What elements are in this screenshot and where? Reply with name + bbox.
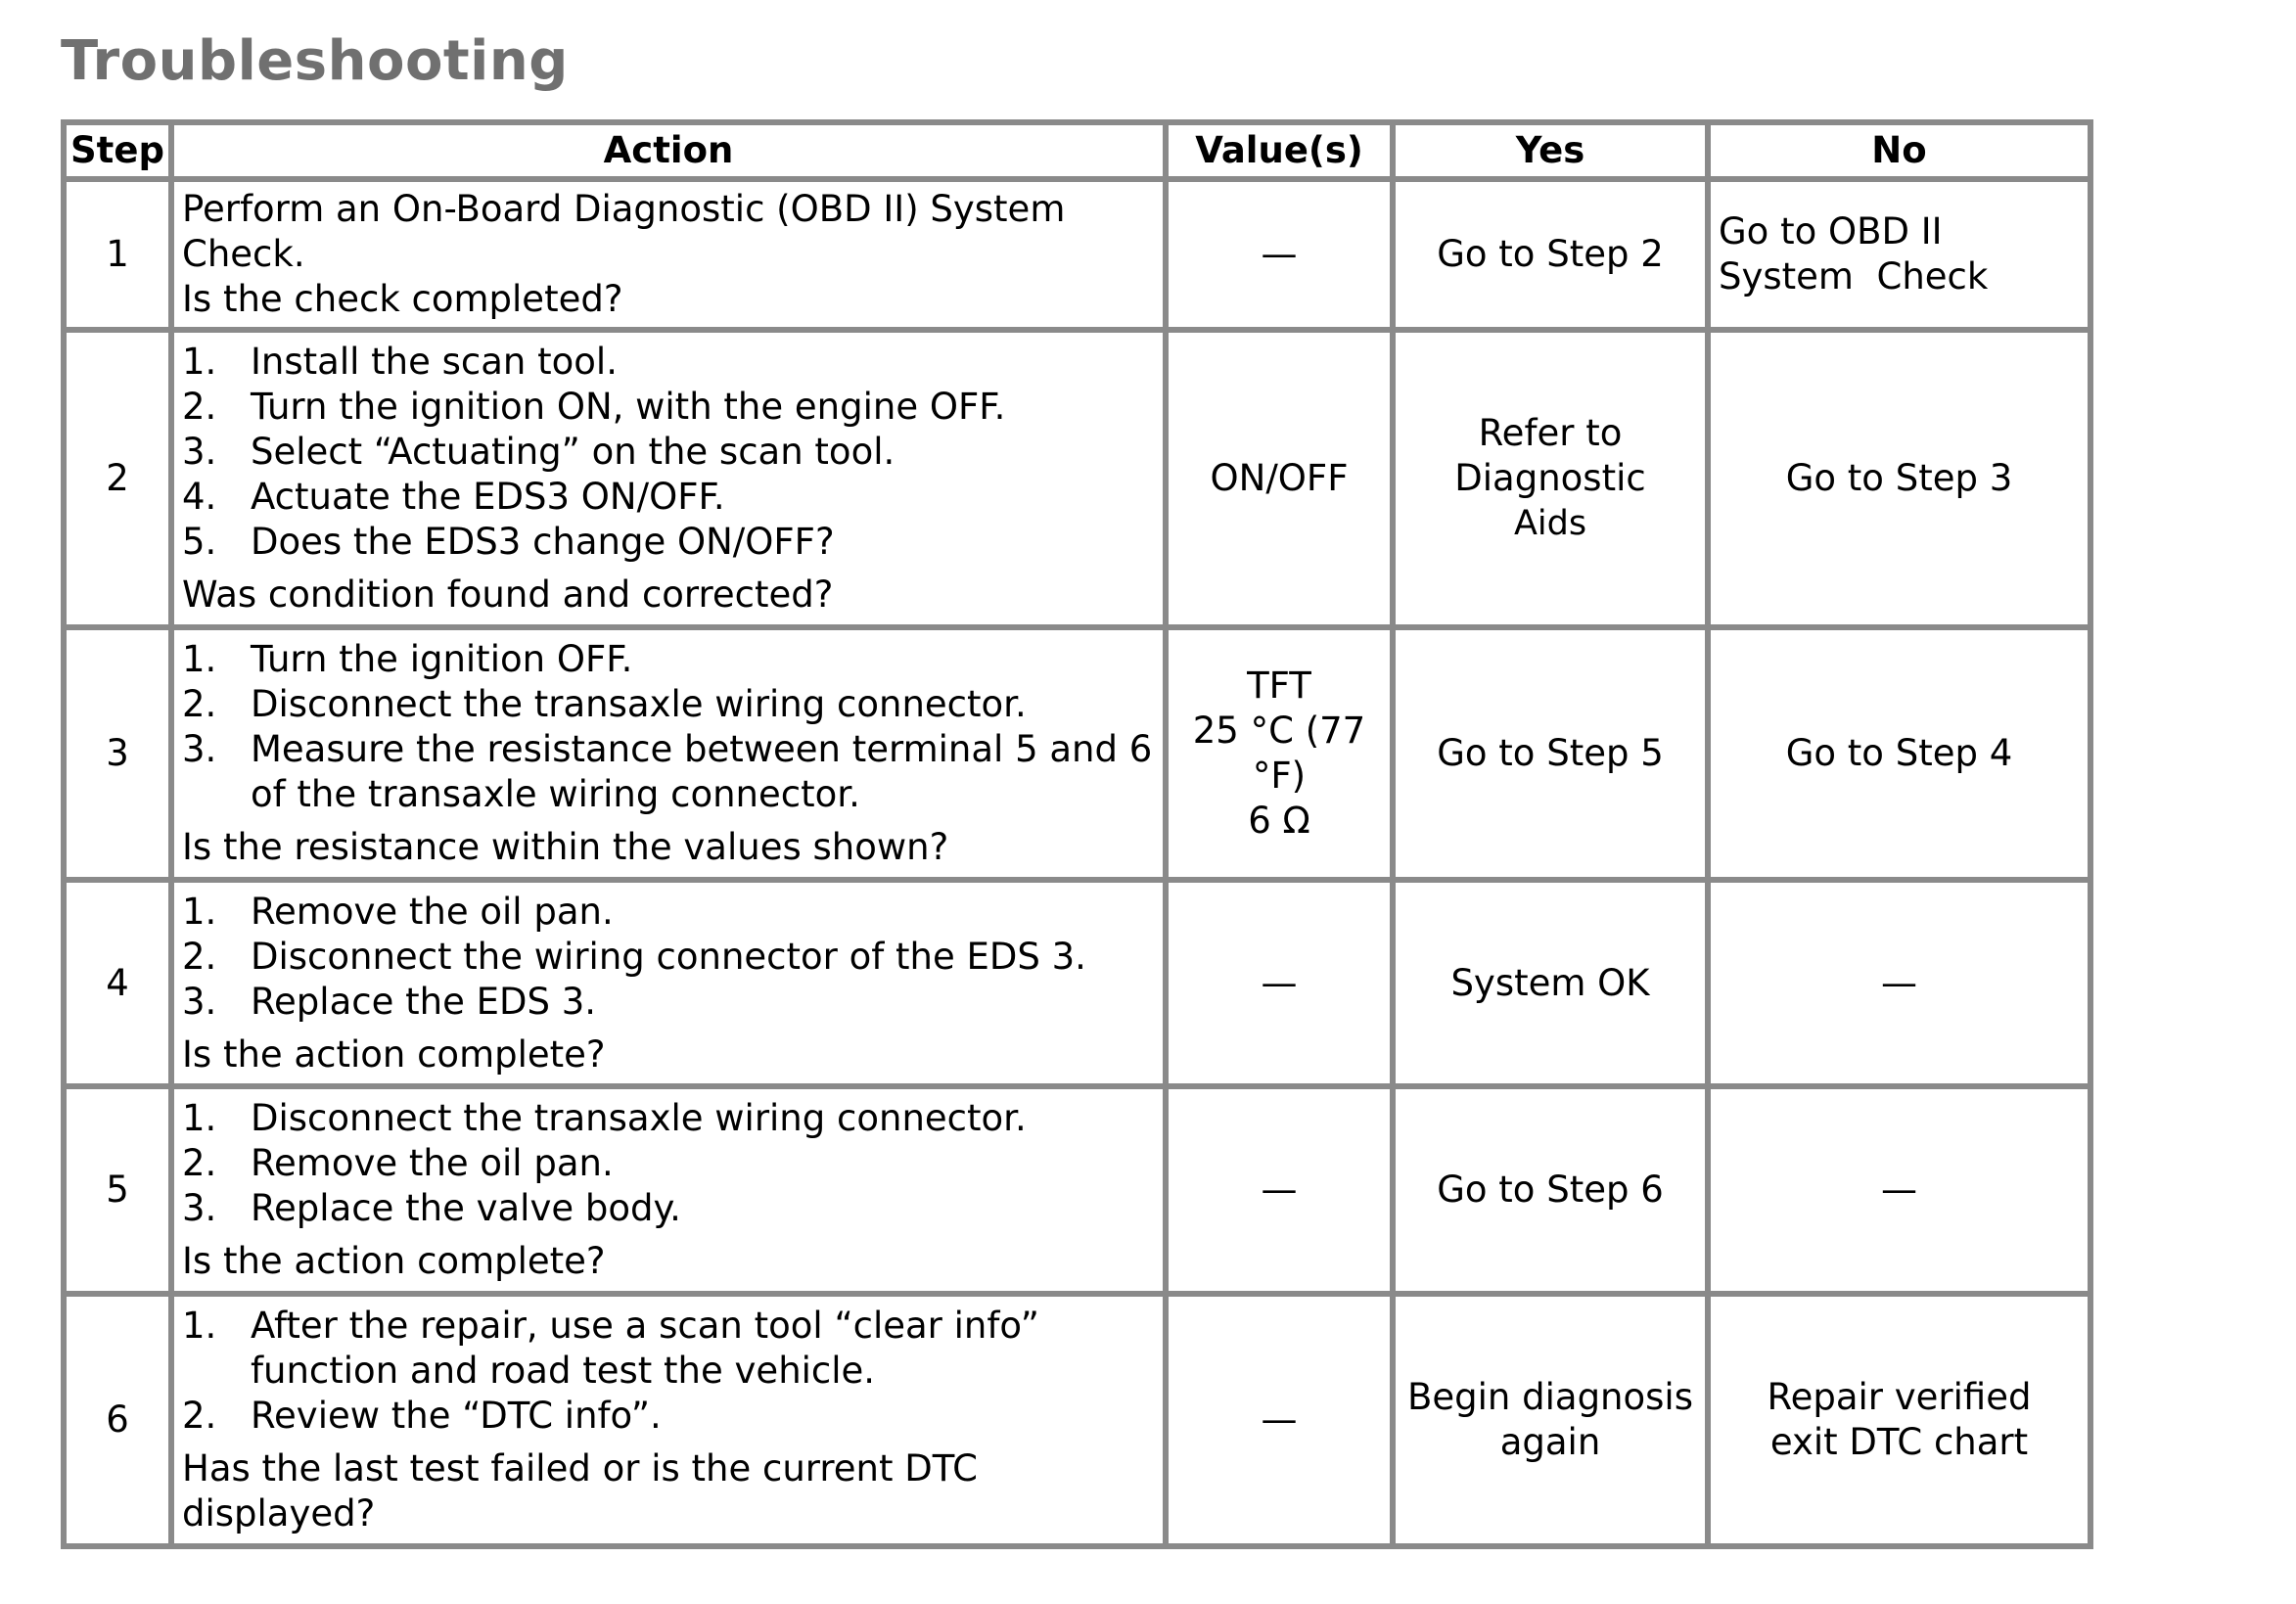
header-action: Action [174, 125, 1163, 176]
value-line: 25 °C (77 [1192, 710, 1366, 752]
action-steps-list [182, 637, 1155, 817]
value-line: TFT [1247, 665, 1311, 707]
list-item: 4. Actuate the EDS3 ON/OFF. [182, 476, 725, 518]
no-line: System Check [1719, 255, 1989, 298]
list-item: 2. Turn the ignition ON, with the engine OFF. [182, 386, 1006, 428]
action-cell [174, 1297, 1163, 1543]
action-question: Is the action complete? [182, 1032, 606, 1076]
yes-line: Aids [1513, 504, 1587, 543]
no-line: exit DTC chart [1769, 1421, 2029, 1463]
list-item: 3. Replace the EDS 3. [182, 980, 597, 1023]
list-item: 2. Review the “DTC info”. [182, 1395, 662, 1437]
no-cell: — [1711, 883, 2088, 1083]
list-item: 1. After the repair, use a scan tool “clear info” function and road test the vehicle. [182, 1305, 1039, 1392]
yes-line: Begin diagnosis [1407, 1376, 1693, 1418]
value-cell: — [1169, 883, 1390, 1083]
yes-cell: Go to Step 6 [1396, 1089, 1705, 1291]
action-question: Has the last test failed or is the current DTC displayed? [182, 1447, 979, 1535]
no-line: Repair verified [1767, 1376, 2032, 1418]
yes-cell [1396, 1297, 1705, 1543]
table-row [67, 1297, 2088, 1543]
list-item: 3. Measure the resistance between terminal 5 and 6 of the transaxle wiring connector. [182, 728, 1153, 815]
header-yes: Yes [1396, 125, 1705, 176]
table-row [67, 883, 2088, 1083]
table-row [67, 333, 2088, 624]
yes-line: again [1499, 1421, 1601, 1463]
table-row [67, 1089, 2088, 1291]
step-number: 6 [67, 1297, 168, 1543]
no-cell: Go to Step 4 [1711, 630, 2088, 877]
action-question: Is the action complete? [182, 1240, 606, 1282]
list-item: 2. Disconnect the transaxle wiring connector. [182, 683, 1027, 725]
value-cell: — [1169, 1089, 1390, 1291]
step-number: 4 [67, 883, 168, 1083]
list-item: 1. Remove the oil pan. [182, 890, 614, 933]
list-item: 3. Select “Actuating” on the scan tool. [182, 431, 895, 473]
action-cell [174, 333, 1163, 624]
no-cell [1711, 1297, 2088, 1543]
yes-cell: Go to Step 2 [1396, 182, 1705, 327]
yes-cell: System OK [1396, 883, 1705, 1083]
troubleshooting-table [61, 119, 2093, 1549]
action-steps-list [182, 1096, 1155, 1231]
list-item: 1. Turn the ignition OFF. [182, 638, 633, 680]
list-item: 2. Remove the oil pan. [182, 1142, 614, 1184]
list-item: 1. Install the scan tool. [182, 341, 618, 383]
action-intro: Perform an On-Board Diagnostic (OBD II) System Check. [182, 188, 1066, 275]
table-row [67, 182, 2088, 327]
action-steps-list [182, 1304, 1155, 1439]
value-cell: — [1169, 1297, 1390, 1543]
action-question: Is the check completed? [182, 278, 623, 320]
no-cell: Go to Step 3 [1711, 333, 2088, 624]
step-number: 3 [67, 630, 168, 877]
header-row [67, 125, 2088, 176]
action-question: Was condition found and corrected? [182, 573, 834, 616]
header-step: Step [67, 125, 168, 176]
list-item: 5. Does the EDS3 change ON/OFF? [182, 521, 835, 563]
yes-line: Refer to [1478, 412, 1623, 454]
value-line: 6 Ω [1248, 800, 1310, 842]
action-cell [174, 883, 1163, 1083]
step-number: 5 [67, 1089, 168, 1291]
action-cell [174, 1089, 1163, 1291]
value-cell: ON/OFF [1169, 333, 1390, 624]
list-item: 2. Disconnect the wiring connector of the EDS 3. [182, 935, 1086, 978]
value-cell: — [1169, 182, 1390, 327]
yes-cell [1396, 333, 1705, 624]
value-cell [1169, 630, 1390, 877]
list-item: 1. Disconnect the transaxle wiring connector. [182, 1097, 1027, 1139]
no-cell: — [1711, 1089, 2088, 1291]
yes-cell: Go to Step 5 [1396, 630, 1705, 877]
action-question: Is the resistance within the values shown? [182, 826, 949, 868]
header-values: Value(s) [1169, 125, 1390, 176]
action-steps-list [182, 340, 1155, 565]
page-title: Troubleshooting [61, 29, 569, 93]
no-cell [1711, 182, 2088, 327]
step-number: 1 [67, 182, 168, 327]
action-cell [174, 182, 1163, 327]
header-no: No [1711, 125, 2088, 176]
step-number: 2 [67, 333, 168, 624]
value-line: °F) [1252, 755, 1307, 797]
action-cell [174, 630, 1163, 877]
yes-line: Diagnostic [1454, 457, 1646, 499]
action-steps-list [182, 890, 1155, 1025]
table-row [67, 630, 2088, 877]
no-line: Go to OBD II [1719, 210, 1943, 252]
list-item: 3. Replace the valve body. [182, 1187, 681, 1229]
